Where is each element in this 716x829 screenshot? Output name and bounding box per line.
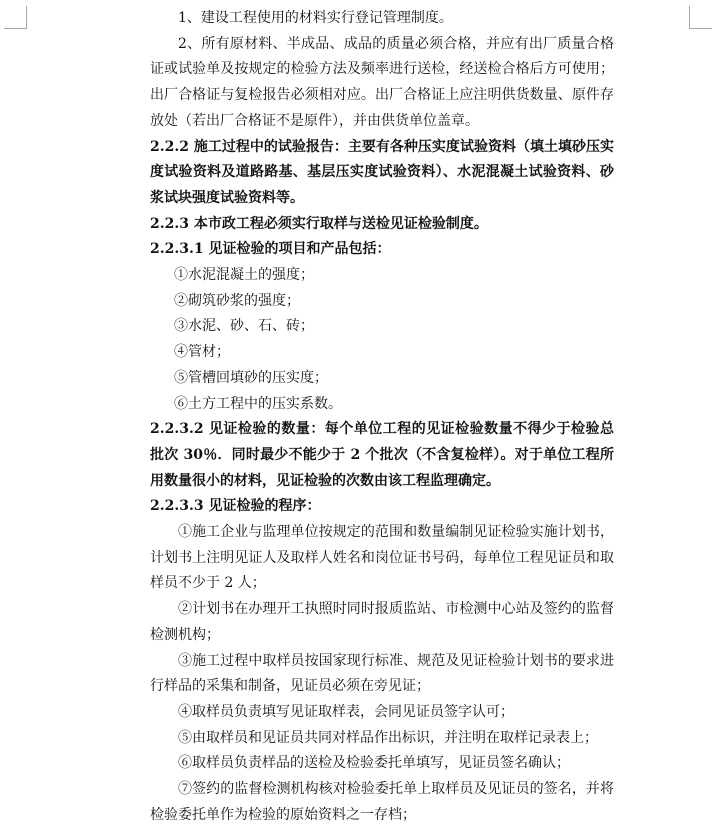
section-heading: 2.2.3.1 见证检验的项目和产品包括：	[150, 241, 391, 258]
list-item: ⑤管槽回填砂的压实度；	[174, 369, 328, 386]
body-paragraph: 2、所有原材料、半成品、成品的质量必须合格，并应有出厂质量合格证或试验单及按规定的检验方法及频率进行送检，经送检合格后方可使用；出厂合格证与复检报告必须相对应。出厂合格证上应注明供货数量、原件存放处（若出厂合格证不是原件），并由供货单位盖章。	[150, 35, 614, 129]
body-paragraph: ⑥取样员负责样品的送检及检验委托单填写，见证员签名确认；	[178, 755, 570, 772]
margin-corner-mark-right	[689, 6, 712, 29]
body-paragraph: ⑤由取样员和见证员共同对样品作出标识，并注明在取样记录表上；	[178, 729, 598, 746]
list-item: ②砌筑砂浆的强度；	[174, 292, 300, 309]
section-heading: 2.2.2 施工过程中的试验报告：主要有各种压实度试验资料（填土填砂压实度试验资料及道路路基、基层压实度试验资料）、水泥混凝土试验资料、砂浆试块强度试验资料等。	[150, 138, 614, 206]
section-heading: 2.2.3 本市政工程必须实行取样与送检见证检验制度。	[150, 215, 488, 232]
body-paragraph: ④取样员负责填写见证取样表，会同见证员签字认可；	[178, 703, 514, 720]
body-paragraph: ⑦签约的监督检测机构核对检验委托单上取样员及见证员的签名，并将检验委托单作为检验的原始资料之一存档；	[150, 781, 614, 823]
list-item: ③水泥、砂、石、砖；	[174, 318, 314, 335]
body-paragraph: ③施工过程中取样员按国家现行标准、规范及见证检验计划书的要求进行样品的采集和制备，见证员必须在旁见证；	[150, 652, 614, 695]
list-item: ④管材；	[174, 344, 230, 361]
body-paragraph: 1、建设工程使用的材料实行登记管理制度。	[178, 10, 453, 26]
section-heading: 2.2.3.3 见证检验的程序：	[150, 498, 321, 515]
list-item: ⑥土方工程中的压实系数。	[174, 395, 342, 412]
margin-corner-mark-left	[4, 6, 27, 29]
body-paragraph: ①施工企业与监理单位按规定的范围和数量编制见证检验实施计划书，计划书上注明见证人及取样人姓名和岗位证书号码，每单位工程见证员和取样员不少于 2 人；	[150, 524, 614, 592]
list-item: ①水泥混凝土的强度；	[174, 267, 314, 284]
section-heading: 2.2.3.2 见证检验的数量：每个单位工程的见证检验数量不得少于检验总批次 30％．同时最少不能少于 2 个批次（不含复检样）。对于单位工程所用数量很小的材料，见证检验的次数由该工程监理确定。	[150, 421, 614, 489]
document-body	[150, 6, 614, 829]
body-paragraph: ②计划书在办理开工执照时同时报质监站、市检测中心站及签约的监督检测机构；	[150, 601, 614, 643]
